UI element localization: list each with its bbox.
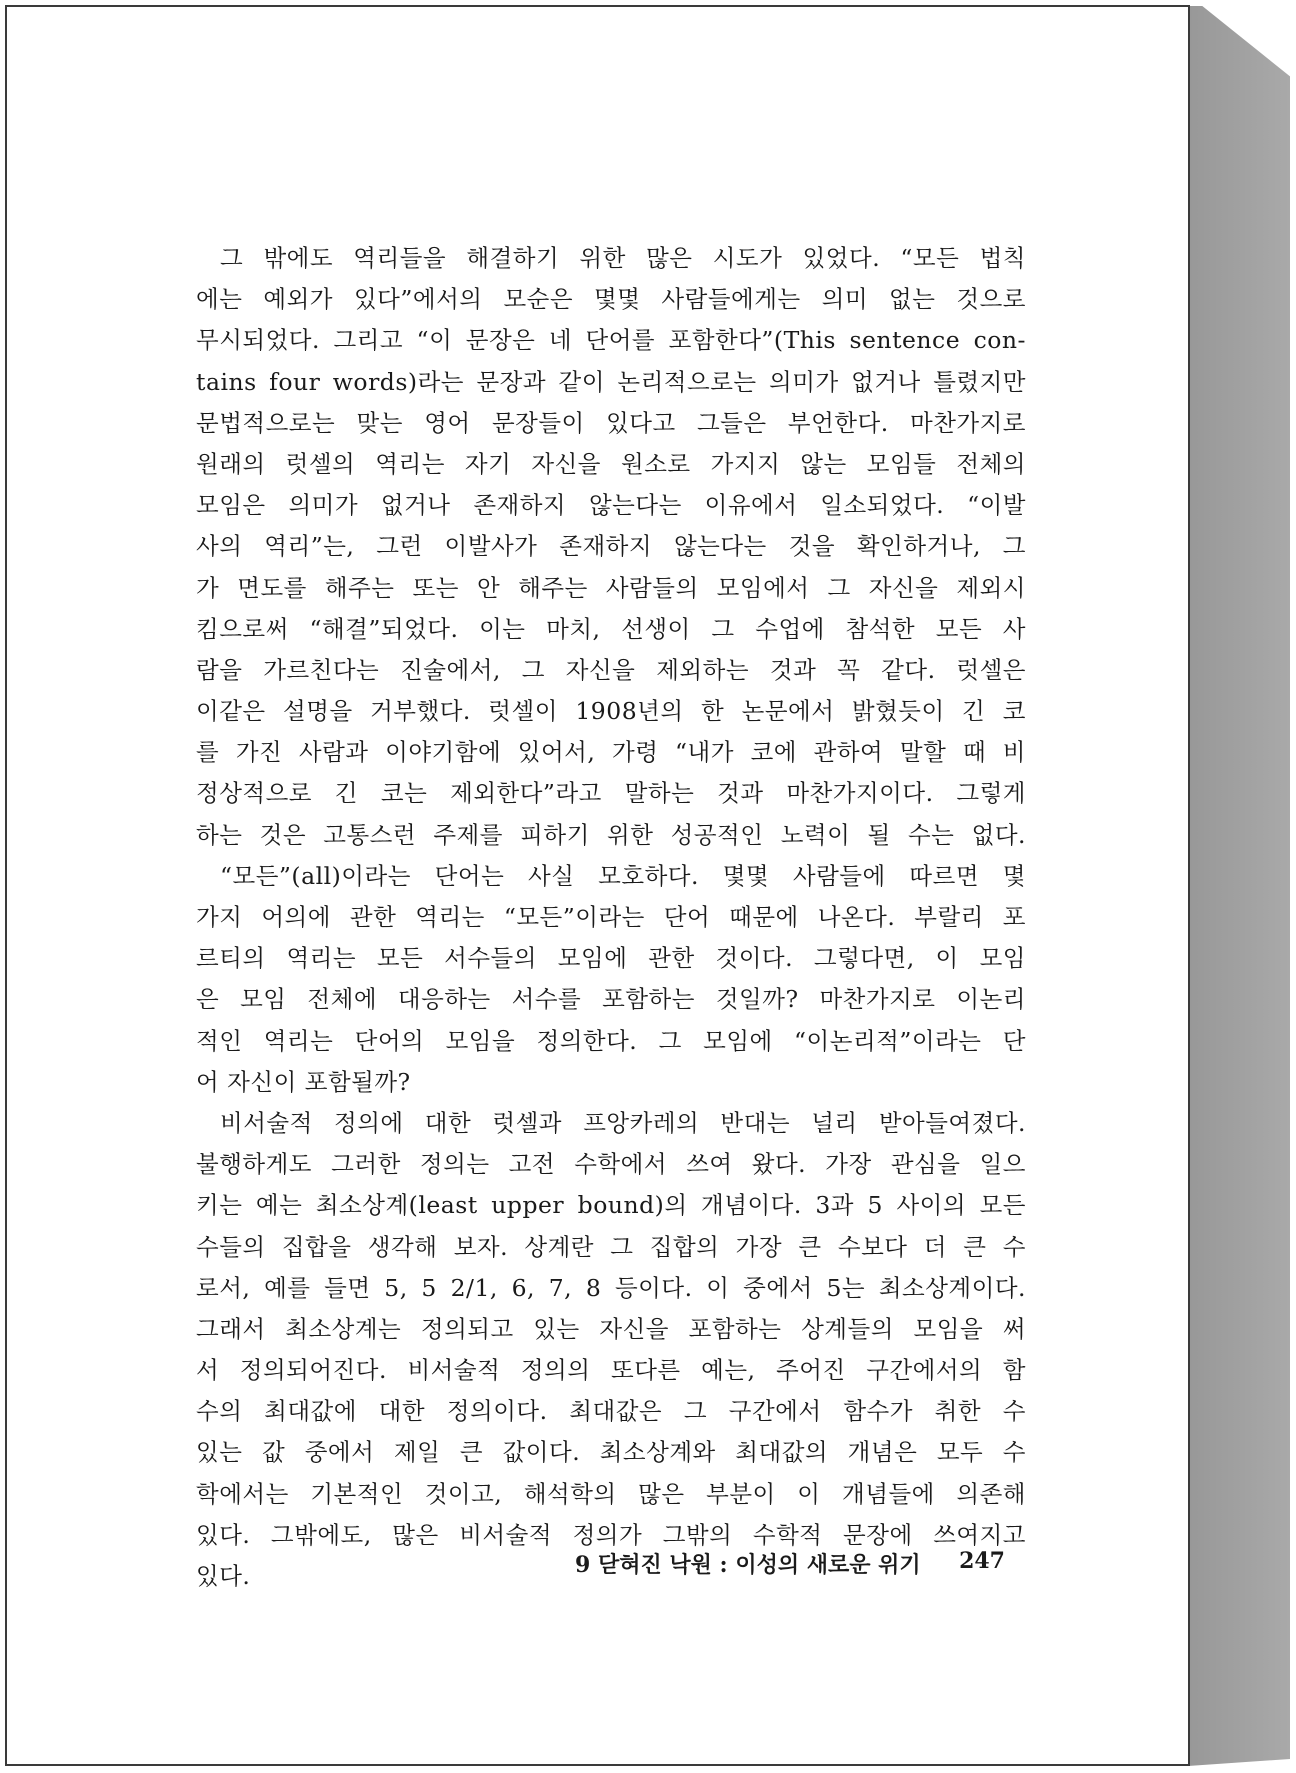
text-line: 불행하게도 그러한 정의는 고전 수학에서 쓰여 왔다. 가장 관심을 일으: [196, 1150, 1026, 1179]
text-line: 있다.: [196, 1562, 251, 1590]
text-line: 그 밖에도 역리들을 해결하기 위한 많은 시도가 있었다. “모든 법칙: [220, 244, 1026, 272]
text-line: 로서, 예를 들면 5, 5 2/1, 6, 7, 8 등이다. 이 중에서 5는 최소상계이다.: [196, 1273, 1026, 1302]
text-line: 어 자신이 포함될까?: [196, 1067, 411, 1096]
text-line: 키는 예는 최소상계(least upper bound)의 개념이다. 3과 5 사이의 모든: [196, 1191, 1026, 1220]
text-line: 학에서는 기본적인 것이고, 해석학의 많은 부분이 이 개념들에 의존해: [196, 1479, 1026, 1508]
text-line: 하는 것은 고통스런 주제를 피하기 위한 성공적인 노력이 될 수는 없다.: [196, 820, 1026, 849]
text-line: 가지 어의에 관한 역리는 “모든”이라는 단어 때문에 나온다. 부랄리 포: [196, 903, 1026, 931]
text-line: 있다. 그밖에도, 많은 비서술적 정의가 그밖의 수학적 문장에 쓰여지고: [196, 1520, 1026, 1549]
text-line: 무시되었다. 그리고 “이 문장은 네 단어를 포함한다”(This sentence con-: [196, 326, 1026, 355]
text-line: 서 정의되어진다. 비서술적 정의의 또다른 예는, 주어진 구간에서의 함: [196, 1356, 1026, 1385]
text-line: 킴으로써 “해결”되었다. 이는 마치, 선생이 그 수업에 참석한 모든 사: [196, 614, 1026, 643]
text-line: tains four words)라는 문장과 같이 논리적으로는 의미가 없거나 틀렸지만: [196, 367, 1026, 396]
text-line: 수들의 집합을 생각해 보자. 상계란 그 집합의 가장 큰 수보다 더 큰 수: [196, 1232, 1026, 1261]
text-line: 르티의 역리는 모든 서수들의 모임에 관한 것이다. 그렇다면, 이 모임: [196, 944, 1026, 973]
body-text: [196, 238, 1026, 1597]
text-line: 이같은 설명을 거부했다. 럿셀이 1908년의 한 논문에서 밝혔듯이 긴 코: [196, 697, 1026, 726]
text-line: 에는 예외가 있다”에서의 모순은 몇몇 사람들에게는 의미 없는 것으로: [196, 285, 1026, 314]
text-line: 있는 값 중에서 제일 큰 값이다. 최소상계와 최대값의 개념은 모두 수: [196, 1438, 1026, 1467]
text-line: 적인 역리는 단어의 모임을 정의한다. 그 모임에 “이논리적”이라는 단: [196, 1026, 1026, 1055]
text-line: 가 면도를 해주는 또는 안 해주는 사람들의 모임에서 그 자신을 제외시: [196, 573, 1026, 602]
text-line: 비서술적 정의에 대한 럿셀과 프앙카레의 반대는 널리 받아들여졌다.: [220, 1108, 1026, 1137]
text-line: 를 가진 사람과 이야기함에 있어서, 가령 “내가 코에 관하여 말할 때 비: [196, 738, 1026, 767]
text-line: “모든”(all)이라는 단어는 사실 모호하다. 몇몇 사람들에 따르면 몇: [220, 861, 1026, 890]
text-line: 원래의 럿셀의 역리는 자기 자신을 원소로 가지지 않는 모임들 전체의: [196, 449, 1026, 478]
text-line: 사의 역리”는, 그런 이발사가 존재하지 않는다는 것을 확인하거나, 그: [196, 532, 1026, 561]
text-line: 문법적으로는 맞는 영어 문장들이 있다고 그들은 부언한다. 마찬가지로: [196, 408, 1026, 437]
book-page-edge-shade: [1188, 6, 1290, 1766]
page-number: 247: [959, 1548, 1005, 1574]
text-line: 은 모임 전체에 대응하는 서수를 포함하는 것일까? 마찬가지로 이논리: [196, 985, 1026, 1014]
page-footer: [575, 1548, 1005, 1579]
text-line: 정상적으로 긴 코는 제외한다”라고 말하는 것과 마찬가지이다. 그렇게: [196, 779, 1026, 808]
text-line: 수의 최대값에 대한 정의이다. 최대값은 그 구간에서 함수가 취한 수: [196, 1397, 1026, 1426]
running-head: 9 닫혀진 낙원 : 이성의 새로운 위기: [575, 1552, 921, 1578]
text-line: 람을 가르친다는 진술에서, 그 자신을 제외하는 것과 꼭 같다. 럿셀은: [196, 655, 1026, 684]
text-line: 모임은 의미가 없거나 존재하지 않는다는 이유에서 일소되었다. “이발: [196, 491, 1026, 520]
text-line: 그래서 최소상계는 정의되고 있는 자신을 포함하는 상계들의 모임을 써: [196, 1314, 1026, 1343]
